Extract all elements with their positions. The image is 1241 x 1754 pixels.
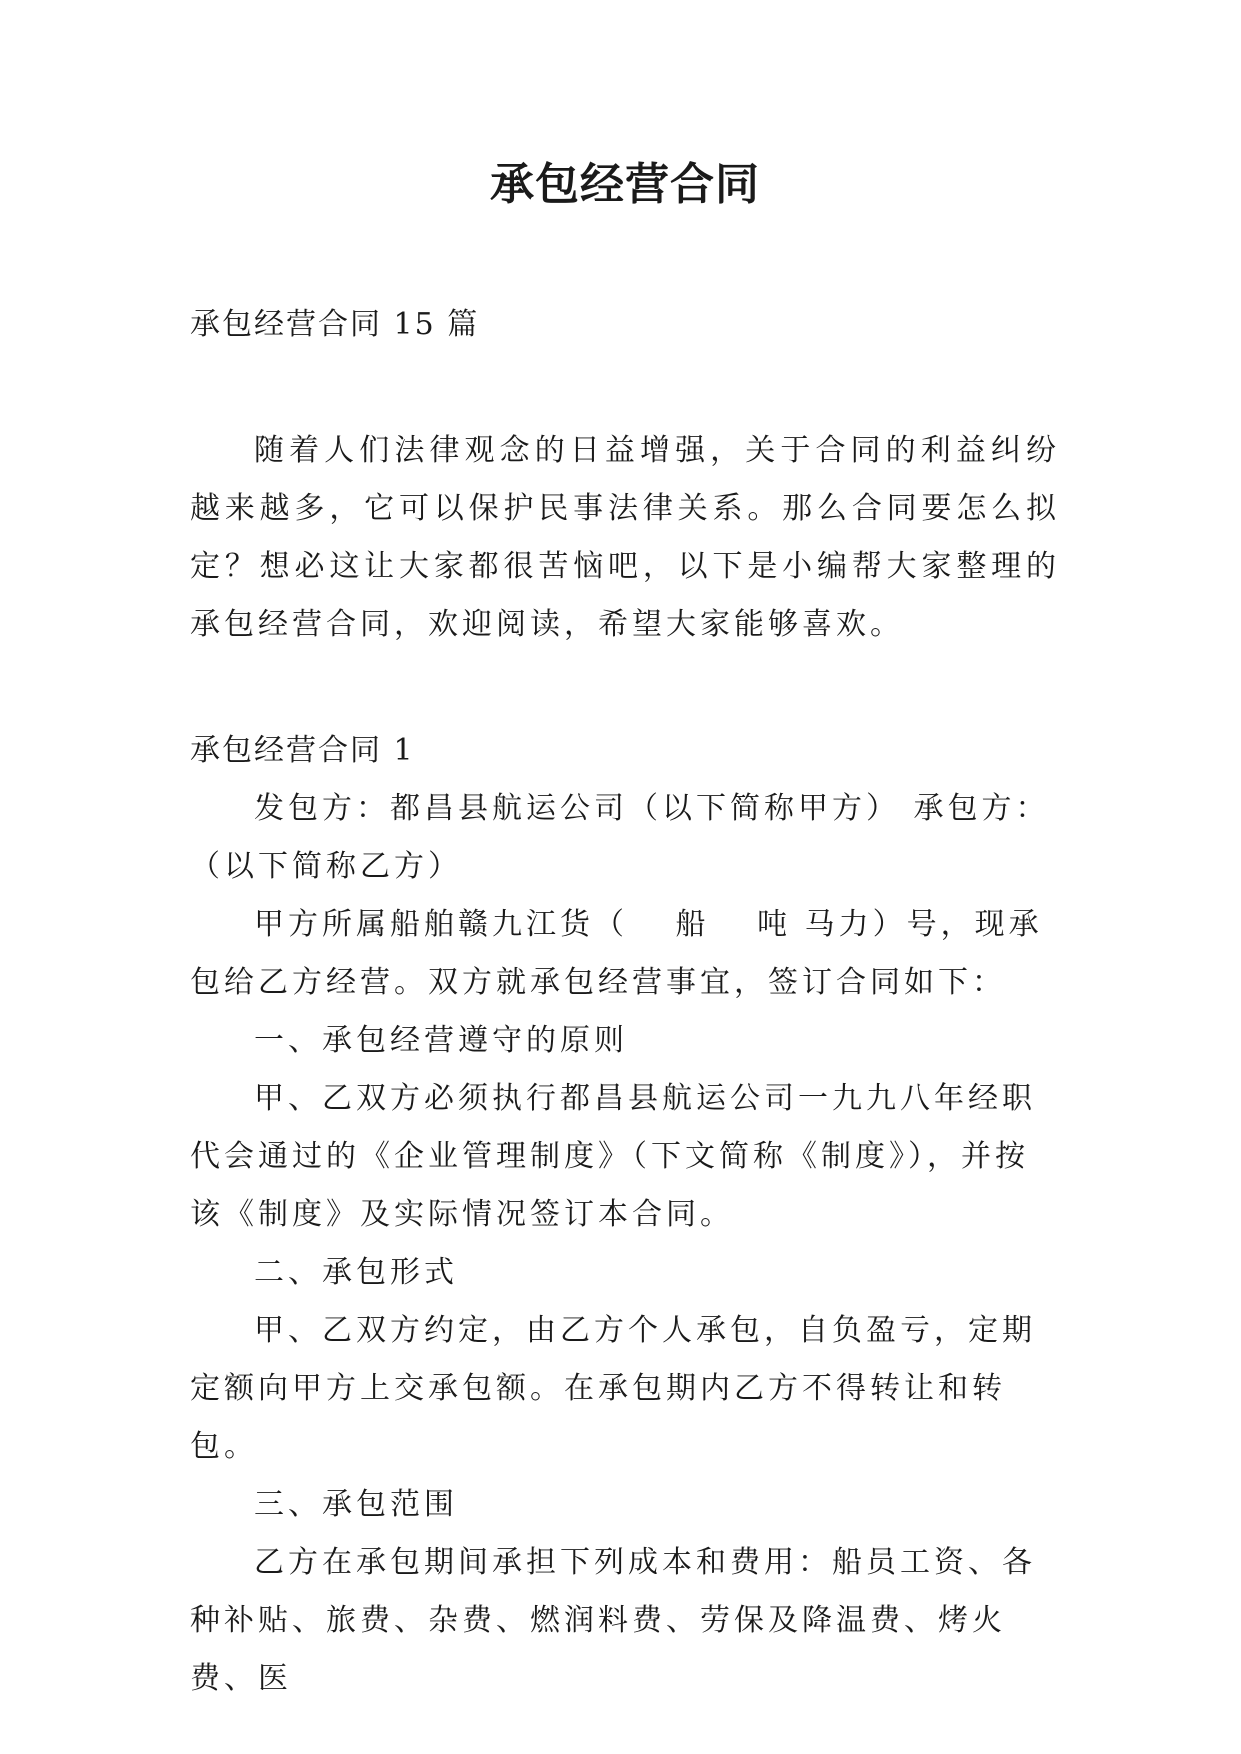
scope-paragraph: 乙方在承包期间承担下列成本和费用：船员工资、各种补贴、旅费、杂费、燃润料费、劳保及降温费、烤火费、医 bbox=[190, 1545, 1036, 1696]
clause-heading-form: 二、承包形式 bbox=[254, 1255, 458, 1290]
form-paragraph: 甲、乙双方约定，由乙方个人承包，自负盈亏，定期定额向甲方上交承包额。在承包期内乙方不得转让和转包。 bbox=[190, 1313, 1036, 1464]
principles-paragraph: 甲、乙双方必须执行都昌县航运公司一九九八年经职代会通过的《企业管理制度》（下文简称《制度》），并按该《制度》及实际情况签订本合同。 bbox=[190, 1081, 1036, 1232]
intro-paragraph: 随着人们法律观念的日益增强，关于合同的利益纠纷越来越多，它可以保护民事法律关系。那么合同要怎么拟定？想必这让大家都很苦恼吧，以下是小编帮大家整理的承包经营合同，欢迎阅读，希望大家能够喜欢。 bbox=[190, 433, 1060, 642]
clause-heading-principles: 一、承包经营遵守的原则 bbox=[254, 1023, 628, 1058]
party-paragraph: 发包方：都昌县航运公司（以下简称甲方） 承包方：（以下简称乙方） bbox=[190, 791, 1050, 884]
document-title: 承包经营合同 bbox=[490, 159, 760, 210]
section-title: 承包经营合同 1 bbox=[190, 733, 415, 768]
clause-heading-scope: 三、承包范围 bbox=[254, 1487, 458, 1522]
document-page bbox=[190, 150, 1060, 1708]
document-subtitle: 承包经营合同 15 篇 bbox=[190, 307, 480, 342]
vessel-paragraph: 甲方所属船舶赣九江货（ 船 吨 马力）号，现承包给乙方经营。双方就承包经营事宜，签订合同如下： bbox=[190, 907, 1043, 1000]
